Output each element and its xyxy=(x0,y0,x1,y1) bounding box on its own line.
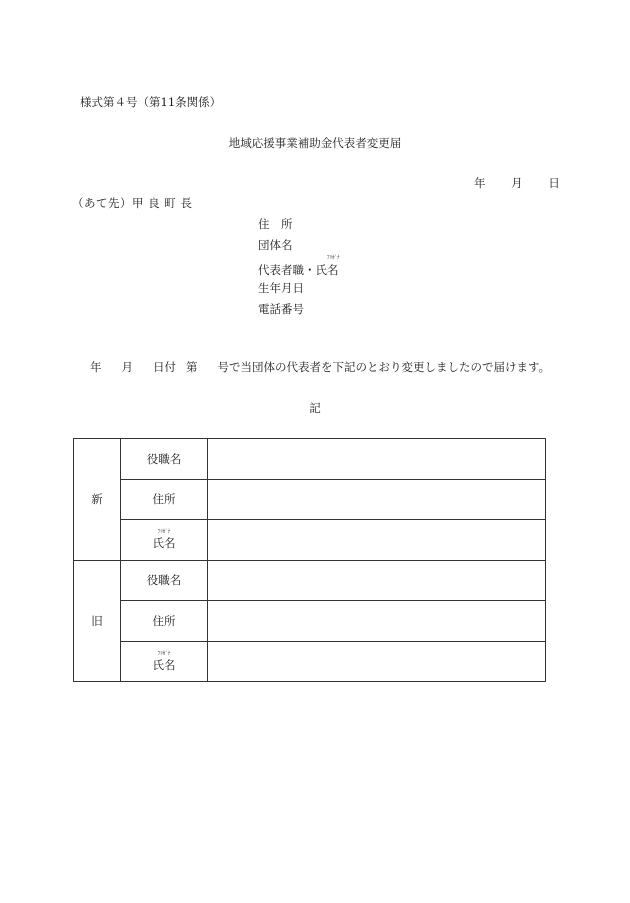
applicant-address-label: 住 所 xyxy=(258,217,293,231)
addressee: （あて先）甲 良 町 長 xyxy=(72,196,193,210)
date-day-label: 日 xyxy=(548,176,560,190)
new-furigana-label: ﾌﾘｶﾞﾅ xyxy=(157,529,171,535)
table-row xyxy=(74,520,546,561)
new-name-label: 氏名 xyxy=(152,536,176,550)
old-address-field[interactable] xyxy=(208,601,546,642)
old-title-field[interactable] xyxy=(208,560,546,601)
representative-change-table xyxy=(73,438,546,682)
body-year: 年 xyxy=(90,360,102,374)
table-row xyxy=(74,641,546,682)
form-number: 様式第４号（第11条関係） xyxy=(80,95,222,109)
body-dai: 第 xyxy=(186,360,198,374)
body-dated: 日付 xyxy=(153,360,176,374)
old-address-label: 住所 xyxy=(121,601,208,642)
old-name-field[interactable] xyxy=(208,641,546,682)
date-month-label: 月 xyxy=(511,176,523,190)
body-month: 月 xyxy=(121,360,133,374)
old-furigana-label: ﾌﾘｶﾞﾅ xyxy=(157,650,171,657)
new-name-field[interactable] xyxy=(208,520,546,561)
table-row xyxy=(74,601,546,642)
rep-title-name-label: 代表者職・氏名 xyxy=(258,263,339,277)
birthdate-label: 生年月日 xyxy=(258,281,304,295)
new-title-label: 役職名 xyxy=(121,439,208,480)
submission-date xyxy=(474,178,560,190)
old-name-label: 氏名 xyxy=(152,657,176,672)
old-title-label: 役職名 xyxy=(121,560,208,601)
new-group-label: 新 xyxy=(74,439,121,561)
old-group-label: 旧 xyxy=(74,560,121,682)
applicant-group-name-label: 団体名 xyxy=(258,238,293,252)
new-title-field[interactable] xyxy=(208,439,546,480)
document-title: 地域応援事業補助金代表者変更届 xyxy=(228,136,402,150)
date-year-label: 年 xyxy=(474,176,486,190)
new-address-label: 住所 xyxy=(121,479,208,520)
phone-label: 電話番号 xyxy=(258,302,304,316)
table-row xyxy=(74,439,546,480)
old-name-label-cell xyxy=(121,641,208,682)
rep-furigana-label: ﾌﾘｶﾞﾅ xyxy=(327,255,340,261)
notification-text xyxy=(90,362,550,374)
new-address-field[interactable] xyxy=(208,479,546,520)
table-row xyxy=(74,560,546,601)
record-heading: 記 xyxy=(309,401,321,415)
body-main-text: 号で当団体の代表者を下記のとおり変更しましたので届けます。 xyxy=(217,360,551,374)
new-name-label-cell xyxy=(121,520,208,561)
table-row xyxy=(74,479,546,520)
